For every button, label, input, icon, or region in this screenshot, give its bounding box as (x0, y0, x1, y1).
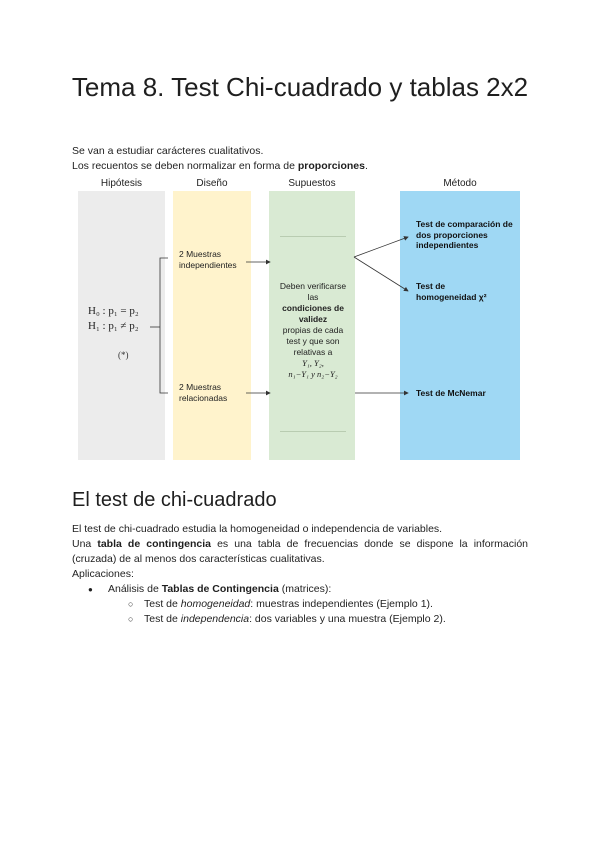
assumptions-text: Deben verificarse las condiciones de validez propias de cada test y que son relativas a Y₁, Y₂, n₁−Y₁ y n₂−Y₂ (279, 281, 347, 379)
design-independent: 2 Muestras independientes (179, 249, 237, 270)
arrow-to-homogeneidad (354, 257, 408, 291)
page-title: Tema 8. Test Chi-cuadrado y tablas 2x2 (71, 72, 529, 102)
header-hipotesis: Hipótesis (100, 178, 143, 189)
list-item: ○ Test de homogeneidad: muestras independientes (Ejemplo 1). (72, 597, 528, 612)
method-homogeneidad: Test de homogeneidad χ² (416, 281, 487, 302)
h1-formula: H₁ : p₁ ≠ p₂ (88, 320, 139, 332)
intro-line-1: Se van a estudiar carácteres cualitativos. (72, 145, 264, 157)
design-related: 2 Muestras relacionadas (179, 382, 228, 403)
paragraph-2: Una tabla de contingencia es una tabla de frecuencias donde se dispone la información (cruzada) de al menos dos características cualitativas. (72, 538, 528, 565)
paragraph-1: El test de chi-cuadrado estudia la homogeneidad o independencia de variables. (72, 523, 443, 535)
section-heading: El test de chi-cuadrado (72, 489, 277, 511)
header-diseno: Diseño (196, 178, 228, 189)
intro-line-2: Los recuentos se deben normalizar en forma de proporciones. (72, 160, 368, 172)
paragraph-3: Aplicaciones: (72, 568, 134, 580)
list-item: ● Análisis de Tablas de Contingencia (matrices): (72, 582, 528, 597)
header-supuestos: Supuestos (288, 178, 336, 189)
bracket (160, 258, 168, 393)
list-item: ○ Test de independencia: dos variables y una muestra (Ejemplo 2). (72, 612, 528, 627)
header-metodo: Método (443, 178, 477, 189)
hypothesis-note: (*) (118, 350, 129, 360)
applications-list (72, 582, 528, 627)
arrow-to-comparacion (354, 237, 408, 257)
h0-formula: H₀ : p₁ = p₂ (88, 305, 139, 317)
method-comparacion: Test de comparación de dos proporciones independientes (416, 219, 513, 250)
method-mcnemar: Test de McNemar (416, 388, 486, 398)
section-body (72, 522, 528, 627)
